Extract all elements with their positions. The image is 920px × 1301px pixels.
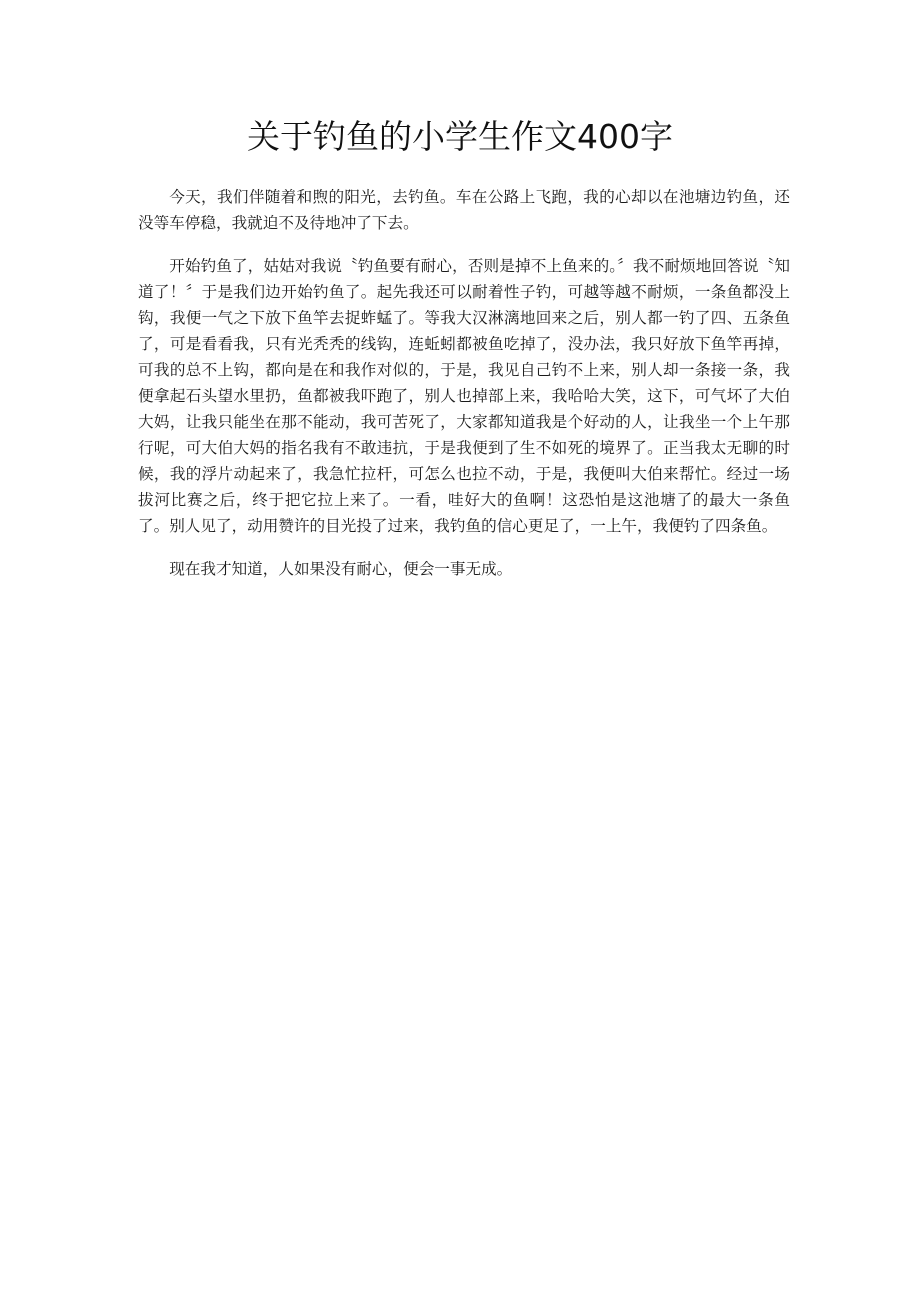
paragraph-1: 今天，我们伴随着和煦的阳光，去钓鱼。车在公路上飞跑，我的心却以在池塘边钓鱼，还没等车停稳，我就迫不及待地冲了下去。 xyxy=(138,188,790,232)
paragraph-3: 现在我才知道，人如果没有耐心，便会一事无成。 xyxy=(169,560,513,578)
document-title: 关于钓鱼的小学生作文400字 xyxy=(247,117,673,156)
document-body xyxy=(138,184,790,599)
paragraph-2: 开始钓鱼了，姑姑对我说〝钓鱼要有耐心，否则是掉不上鱼来的。〞我不耐烦地回答说〝知道了！〞于是我们边开始钓鱼了。起先我还可以耐着性子钓，可越等越不耐烦，一条鱼都没上钩，我便一气之下放下鱼竿去捉蚱蜢了。等我大汉淋漓地回来之后，别人都一钓了四、五条鱼了，可是看看我，只有光秃秃的线钩，连蚯蚓都被鱼吃掉了，没办法，我只好放下鱼竿再掉，可我的总不上钩，都向是在和我作对似的，于是，我见自己钓不上来，别人却一条接一条，我便拿起石头望水里扔，鱼都被我吓跑了，别人也掉部上来，我哈哈大笑，这下，可气坏了大伯大妈，让我只能坐在那不能动，我可苦死了，大家都知道我是个好动的人，让我坐一个上午那行呢，可大伯大妈的指名我有不敢违抗，于是我便到了生不如死的境界了。正当我太无聊的时候，我的浮片动起来了，我急忙拉杆，可怎么也拉不动，于是，我便叫大伯来帮忙。经过一场拔河比赛之后，终于把它拉上来了。一看，哇好大的鱼啊！这恐怕是这池塘了的最大一条鱼了。别人见了，动用赞许的目光投了过来，我钓鱼的信心更足了，一上午，我便钓了四条鱼。 xyxy=(138,257,790,535)
